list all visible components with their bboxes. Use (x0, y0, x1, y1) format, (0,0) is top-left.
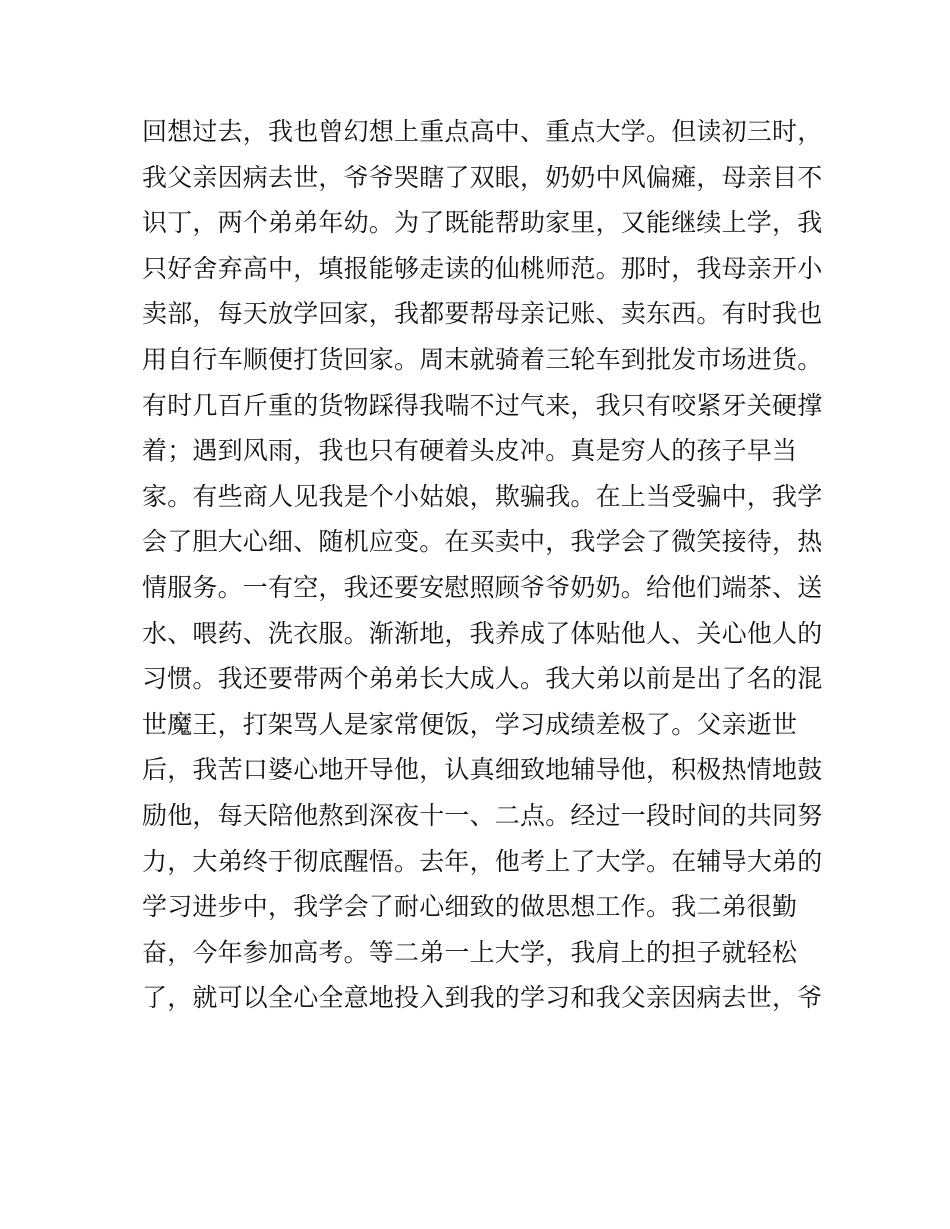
text-line: 水、喂药、洗衣服。渐渐地，我养成了体贴他人、关心他人的 (142, 618, 823, 648)
text-line: 用自行车顺便打货回家。周末就骑着三轮车到批发市场进货。 (142, 344, 823, 374)
text-line: 我父亲因病去世，爷爷哭瞎了双眼，奶奶中风偏瘫，母亲目不 (142, 162, 823, 192)
text-line: 有时几百斤重的货物踩得我喘不过气来，我只有咬紧牙关硬撑 (142, 390, 823, 420)
body-paragraph (142, 109, 822, 1021)
text-line: 了，就可以全心全意地投入到我的学习和我父亲因病去世，爷 (142, 983, 823, 1013)
text-line: 习惯。我还要带两个弟弟长大成人。我大弟以前是出了名的混 (142, 664, 823, 694)
text-line: 会了胆大心细、随机应变。在买卖中，我学会了微笑接待，热 (142, 527, 823, 557)
text-line: 励他，每天陪他熬到深夜十一、二点。经过一段时间的共同努 (142, 800, 823, 830)
text-line: 卖部，每天放学回家，我都要帮母亲记账、卖东西。有时我也 (142, 299, 823, 329)
text-line: 回想过去，我也曾幻想上重点高中、重点大学。但读初三时， (142, 117, 823, 146)
text-line: 力，大弟终于彻底醒悟。去年，他考上了大学。在辅导大弟的 (142, 846, 823, 876)
text-line: 学习进步中，我学会了耐心细致的做思想工作。我二弟很勤 (142, 892, 798, 922)
text-line: 后，我苦口婆心地开导他，认真细致地辅导他，积极热情地鼓 (142, 755, 823, 785)
text-line: 奋，今年参加高考。等二弟一上大学，我肩上的担子就轻松 (142, 937, 798, 967)
text-line: 识丁，两个弟弟年幼。为了既能帮助家里，又能继续上学，我 (142, 208, 823, 238)
text-line: 家。有些商人见我是个小姑娘，欺骗我。在上当受骗中，我学 (142, 481, 823, 511)
text-line: 情服务。一有空，我还要安慰照顾爷爷奶奶。给他们端茶、送 (142, 572, 823, 602)
text-line: 着；遇到风雨，我也只有硬着头皮冲。真是穷人的孩子早当 (142, 436, 798, 466)
text-line: 世魔王，打架骂人是家常便饭，学习成绩差极了。父亲逝世 (142, 709, 798, 739)
text-line: 只好舍弃高中，填报能够走读的仙桃师范。那时，我母亲开小 (142, 253, 823, 283)
